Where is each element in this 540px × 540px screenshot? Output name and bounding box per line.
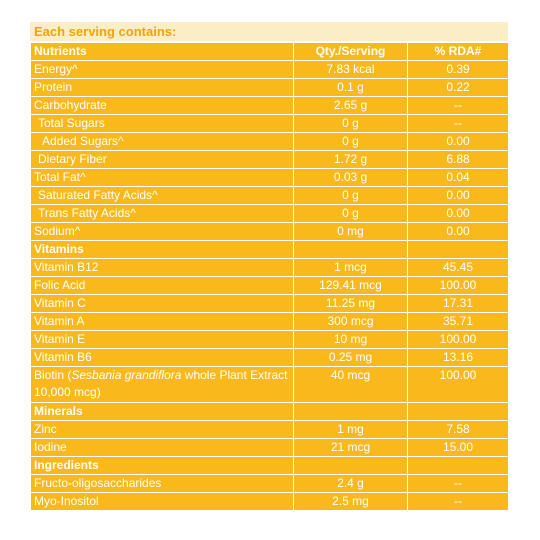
- nutrient-qty: 0 g: [294, 187, 408, 205]
- ingredient-rda: --: [408, 493, 509, 511]
- mineral-rda: 7.58: [408, 421, 509, 439]
- ingredient-name: Myo-Inositol: [31, 493, 294, 511]
- table-row: [31, 115, 509, 133]
- biotin-qty: 40 mcg: [294, 367, 408, 403]
- vitamin-rda: 35.71: [408, 313, 509, 331]
- table-row: [31, 421, 509, 439]
- vitamin-qty: 129.41 mcg: [294, 277, 408, 295]
- section-title-minerals: Minerals: [31, 403, 294, 421]
- section-title-vitamins: Vitamins: [31, 241, 294, 259]
- table-row: [31, 475, 509, 493]
- mineral-rda: 15.00: [408, 439, 509, 457]
- table-row: [31, 331, 509, 349]
- table-row: [31, 295, 509, 313]
- vitamin-rda: 45.45: [408, 259, 509, 277]
- vitamin-name: Vitamin E: [31, 331, 294, 349]
- table-row: [31, 79, 509, 97]
- table-row: [31, 259, 509, 277]
- vitamin-rda: 13.16: [408, 349, 509, 367]
- section-title-ingredients: Ingredients: [31, 457, 294, 475]
- vitamin-name: Vitamin C: [31, 295, 294, 313]
- section-row-vitamins: [31, 241, 509, 259]
- vitamin-rda: 100.00: [408, 331, 509, 349]
- table-row: [31, 349, 509, 367]
- nutrient-name: Energy^: [31, 61, 294, 79]
- vitamin-qty: 0.25 mg: [294, 349, 408, 367]
- vitamin-qty: 10 mg: [294, 331, 408, 349]
- nutrient-name: Carbohydrate: [31, 97, 294, 115]
- table-row: [31, 493, 509, 511]
- nutrient-name: Total Fat^: [31, 169, 294, 187]
- nutrient-rda: 0.39: [408, 61, 509, 79]
- nutrient-name: Dietary Fiber: [31, 151, 294, 169]
- section-row-ingredients: [31, 457, 509, 475]
- table-row: [31, 277, 509, 295]
- nutrient-name: Protein: [31, 79, 294, 97]
- table-row: [31, 151, 509, 169]
- nutrient-qty: 0 g: [294, 115, 408, 133]
- table-row: [31, 133, 509, 151]
- vitamin-name: Vitamin B6: [31, 349, 294, 367]
- nutrient-name: Total Sugars: [31, 115, 294, 133]
- table-row: [31, 205, 509, 223]
- mineral-name: Iodine: [31, 439, 294, 457]
- nutrient-rda: --: [408, 97, 509, 115]
- nutrient-rda: 0.00: [408, 187, 509, 205]
- vitamin-name: Vitamin B12: [31, 259, 294, 277]
- mineral-qty: 1 mg: [294, 421, 408, 439]
- vitamin-name: Folic Acid: [31, 277, 294, 295]
- nutrient-qty: 0 g: [294, 205, 408, 223]
- nutrition-table: [30, 42, 509, 511]
- ingredient-qty: 2.4 g: [294, 475, 408, 493]
- nutrient-rda: 0.00: [408, 205, 509, 223]
- nutrient-rda: 0.00: [408, 133, 509, 151]
- nutrient-qty: 7.83 kcal: [294, 61, 408, 79]
- vitamin-qty: 300 mcg: [294, 313, 408, 331]
- table-header-row: [31, 43, 509, 61]
- table-row: [31, 61, 509, 79]
- nutrient-name: Saturated Fatty Acids^: [31, 187, 294, 205]
- section-row-minerals: [31, 403, 509, 421]
- nutrient-qty: 0 mg: [294, 223, 408, 241]
- vitamin-qty: 1 mcg: [294, 259, 408, 277]
- nutrient-qty: 2.65 g: [294, 97, 408, 115]
- nutrient-name: Sodium^: [31, 223, 294, 241]
- biotin-prefix: Biotin (: [34, 368, 72, 382]
- table-row: [31, 187, 509, 205]
- vitamin-rda: 100.00: [408, 277, 509, 295]
- header-nutrients: Nutrients: [31, 43, 294, 61]
- table-row: [31, 313, 509, 331]
- biotin-rda: 100.00: [408, 367, 509, 403]
- table-row: [31, 223, 509, 241]
- nutrient-name: Added Sugars^: [31, 133, 294, 151]
- nutrient-qty: 0.03 g: [294, 169, 408, 187]
- header-rda: % RDA#: [408, 43, 509, 61]
- ingredient-qty: 2.5 mg: [294, 493, 408, 511]
- nutrient-rda: 0.22: [408, 79, 509, 97]
- biotin-name: [31, 367, 294, 403]
- serving-caption: Each serving contains:: [30, 22, 508, 42]
- nutrient-qty: 0.1 g: [294, 79, 408, 97]
- table-row: [31, 439, 509, 457]
- table-row-biotin: [31, 367, 509, 403]
- nutrient-qty: 1.72 g: [294, 151, 408, 169]
- vitamin-qty: 11.25 mg: [294, 295, 408, 313]
- mineral-qty: 21 mcg: [294, 439, 408, 457]
- table-row: [31, 169, 509, 187]
- biotin-suffix: whole Plant Extract 10,000 mcg): [34, 368, 288, 399]
- header-qty: Qty./Serving: [294, 43, 408, 61]
- ingredient-name: Fructo-oligosaccharides: [31, 475, 294, 493]
- nutrition-panel: [30, 22, 508, 511]
- vitamin-name: Vitamin A: [31, 313, 294, 331]
- biotin-species: Sesbania grandiflora: [71, 368, 182, 382]
- ingredient-rda: --: [408, 475, 509, 493]
- nutrient-name: Trans Fatty Acids^: [31, 205, 294, 223]
- nutrient-qty: 0 g: [294, 133, 408, 151]
- nutrient-rda: --: [408, 115, 509, 133]
- vitamin-rda: 17.31: [408, 295, 509, 313]
- mineral-name: Zinc: [31, 421, 294, 439]
- nutrient-rda: 0.04: [408, 169, 509, 187]
- nutrient-rda: 6.88: [408, 151, 509, 169]
- nutrient-rda: 0.00: [408, 223, 509, 241]
- table-row: [31, 97, 509, 115]
